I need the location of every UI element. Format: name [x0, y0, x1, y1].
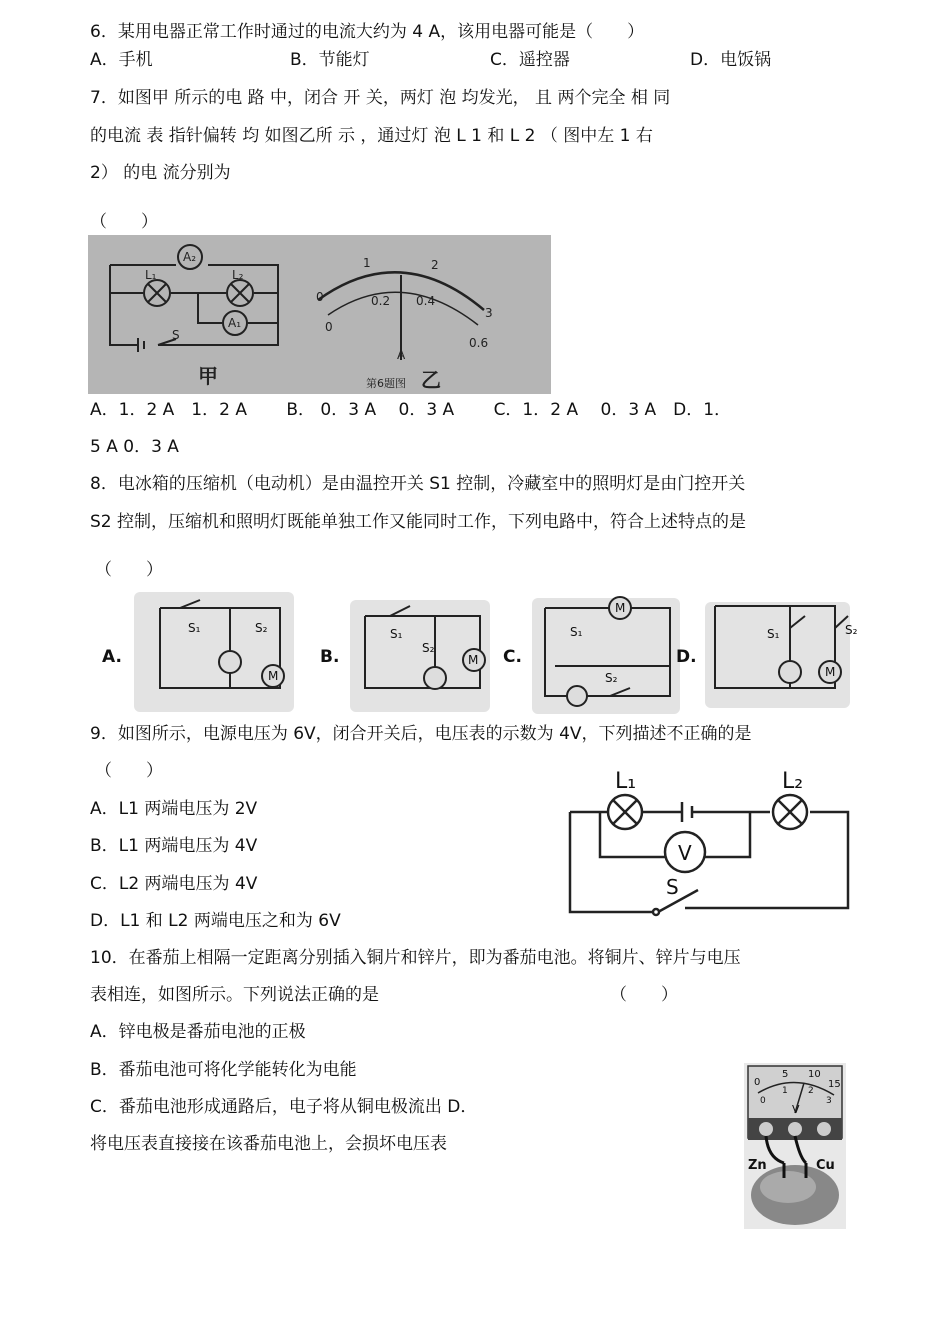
q10-zn-label: Zn — [748, 1158, 767, 1173]
q9-option-a: A．L1 两端电压为 2V — [90, 799, 258, 819]
q8-circuit-d-motor: M — [825, 665, 836, 679]
q9-voltmeter-label: V — [678, 841, 692, 865]
q8-circuit-d-letter: D. — [676, 647, 697, 667]
q7-scale-bottom-0: 0 — [325, 320, 333, 334]
q7-scale-bottom-1: 0.2 — [371, 294, 391, 308]
q7-scale-top-3: 3 — [485, 306, 493, 320]
q9-switch-label: S — [666, 875, 679, 899]
q7-stem-line2: 的电流 表 指针偏转 均 如图乙所 示 ，通过灯 泡 L 1 和 L 2 （ 图中左 1 右 — [90, 126, 653, 146]
q7-scale-bottom-2: 0.4 — [416, 294, 436, 308]
q8-circuit-b-s1: S₁ — [390, 627, 403, 641]
q7-scale-top-0: 0 — [316, 290, 324, 304]
q7-bracket: （ ） — [90, 212, 158, 232]
q10-option-c: C．番茄电池形成通路后，电子将从铜电极流出 D． — [90, 1097, 478, 1117]
q9-option-c: C．L2 两端电压为 4V — [90, 874, 258, 894]
q9-figure — [560, 760, 860, 920]
q8-circuit-d-s1: S₁ — [767, 627, 780, 641]
q9-lamp1-label: L₁ — [615, 769, 637, 794]
q7-stem-line3: 2） 的电 流分别为 — [90, 163, 231, 183]
q7-stem-line1: 7．如图甲 所示的电 路 中，闭合 开 关，两灯 泡 均发光， 且 两个完全 相 同 — [90, 88, 671, 108]
q10-scale-low-0: 0 — [760, 1096, 766, 1106]
q8-circuit-c-s1: S₁ — [570, 625, 583, 639]
q8-circuit-c-letter: C. — [503, 647, 522, 667]
q8-circuit-b-s2: S₂ — [422, 641, 435, 655]
q9-option-b: B．L1 两端电压为 4V — [90, 836, 258, 856]
q7-label-jia: 甲 — [198, 364, 218, 388]
q7-options-line2: 5 A 0．3 A — [90, 437, 179, 457]
q10-option-a: A．锌电极是番茄电池的正极 — [90, 1022, 306, 1042]
q10-scale-5: 5 — [782, 1069, 789, 1080]
q7-switch-label: S — [172, 328, 180, 342]
q10-stem-line1: 10．在番茄上相隔一定距离分别插入铜片和锌片，即为番茄电池。将铜片、锌片与电压 — [90, 948, 741, 968]
q6-option-b: B．节能灯 — [290, 50, 370, 70]
q8-circuit-a-s1: S₁ — [188, 621, 201, 635]
q7-ammeter-right: A₁ — [228, 316, 242, 330]
q8-circuit-a-s2: S₂ — [255, 621, 268, 635]
q10-scale-10: 10 — [808, 1069, 821, 1080]
q9-stem: 9．如图所示，电源电压为 6V，闭合开关后，电压表的示数为 4V，下列描述不正确的是 — [90, 724, 752, 744]
q7-meter-unit: A — [397, 348, 406, 362]
q8-circuit-b-letter: B. — [320, 647, 340, 667]
q8-circuit-a-motor: M — [268, 669, 279, 683]
q7-scale-bottom-3: 0.6 — [469, 336, 489, 350]
q7-ammeter-top: A₂ — [183, 250, 197, 264]
q10-scale-0: 0 — [754, 1077, 761, 1088]
q8-circuits — [100, 588, 880, 718]
q8-circuit-c-s2: S₂ — [605, 671, 618, 685]
q7-label-yi: 乙 — [421, 368, 441, 392]
q7-scale-top-2: 2 — [431, 258, 439, 272]
q6-option-d: D．电饭锅 — [690, 50, 772, 70]
q7-options-line1: A．1．2 A 1．2 A B． 0．3 A 0．3 A C．1．2 A 0．3 A D．1． — [90, 400, 732, 420]
q10-figure — [744, 1063, 846, 1229]
q7-figure-caption: 第6题图 — [366, 377, 406, 390]
q10-scale-low-2: 2 — [808, 1086, 814, 1096]
q6-option-c: C．遥控器 — [490, 50, 570, 70]
q6-stem: 6．某用电器正常工作时通过的电流大约为 4 A，该用电器可能是（ ） — [90, 22, 645, 42]
q10-meter-unit: V — [792, 1103, 800, 1116]
q9-bracket: （ ） — [95, 761, 163, 781]
q10-option-d: 将电压表直接接在该番茄电池上，会损坏电压表 — [90, 1134, 447, 1154]
q10-scale-15: 15 — [828, 1079, 841, 1090]
q10-cu-label: Cu — [816, 1158, 835, 1173]
q8-circuit-c-motor: M — [615, 601, 626, 615]
q7-scale-top-1: 1 — [363, 256, 371, 270]
q8-bracket: （ ） — [95, 560, 163, 580]
q10-stem-line2: 表相连，如图所示。下列说法正确的是 — [90, 985, 379, 1005]
q7-lamp1-label: L₁ — [145, 268, 157, 282]
q9-option-d: D．L1 和 L2 两端电压之和为 6V — [90, 911, 341, 931]
q7-lamp2-label: L₂ — [232, 268, 244, 282]
q8-circuit-d-s2: S₂ — [845, 623, 858, 637]
q7-figure — [88, 235, 551, 394]
q8-stem-line2: S2 控制，压缩机和照明灯既能单独工作又能同时工作，下列电路中，符合上述特点的是 — [90, 512, 747, 532]
q10-scale-low-3: 3 — [826, 1096, 832, 1106]
q6-option-a: A．手机 — [90, 50, 153, 70]
q8-circuit-a-letter: A. — [102, 647, 122, 667]
q8-circuit-b-motor: M — [468, 653, 479, 667]
q8-stem-line1: 8．电冰箱的压缩机（电动机）是由温控开关 S1 控制，冷藏室中的照明灯是由门控开关 — [90, 474, 746, 494]
q10-option-b: B．番茄电池可将化学能转化为电能 — [90, 1060, 357, 1080]
q10-bracket: （ ） — [610, 985, 678, 1005]
q10-scale-low-1: 1 — [782, 1086, 788, 1096]
q9-lamp2-label: L₂ — [782, 769, 804, 794]
